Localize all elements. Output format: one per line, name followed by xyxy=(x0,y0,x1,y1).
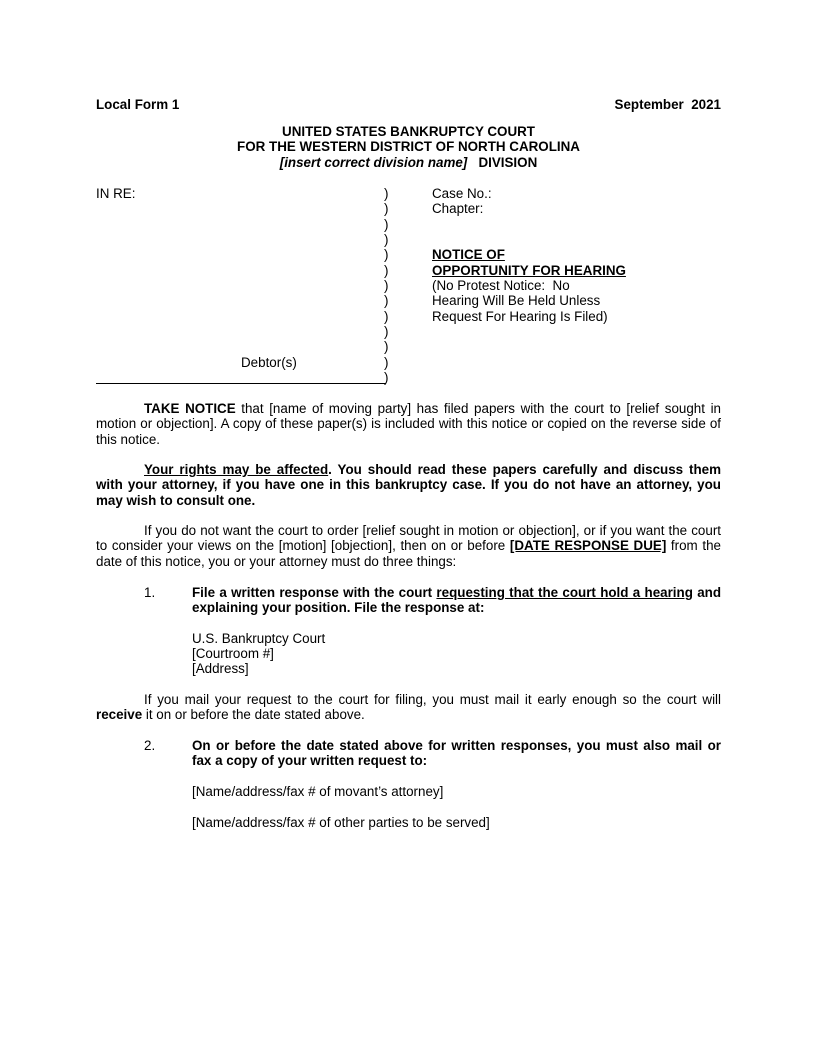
caption-paren: ) xyxy=(384,186,389,201)
instructions-text-before: If you do not want the court to order [relief sought in motion or objection], or if you want the court to consider your views on the [motion] [objection], then on or before xyxy=(96,523,721,554)
item-1-number: 1. xyxy=(144,585,156,600)
notice-subtitle-line3: Request For Hearing Is Filed) xyxy=(432,309,608,324)
court-district: FOR THE WESTERN DISTRICT OF NORTH CAROLINA xyxy=(237,139,580,154)
movant-attorney-line: [Name/address/fax # of movant’s attorney] xyxy=(192,784,444,799)
court-address-line3: [Address] xyxy=(192,661,249,676)
caption-paren: ) xyxy=(384,324,389,339)
item-1-hearing-request: requesting that the court hold a hearing xyxy=(436,585,693,600)
caption-paren: ) xyxy=(384,370,389,385)
division-word: DIVISION xyxy=(478,155,538,170)
case-number-label: Case No.: xyxy=(432,186,492,201)
item-1-text-a: File a written response with the court xyxy=(192,585,437,600)
instructions-paragraph xyxy=(96,523,721,569)
take-notice-lead: TAKE NOTICE xyxy=(144,401,236,416)
court-address-line2: [Courtroom #] xyxy=(192,646,274,661)
caption-paren: ) xyxy=(384,278,389,293)
caption-paren: ) xyxy=(384,217,389,232)
court-address-line1: U.S. Bankruptcy Court xyxy=(192,631,326,646)
rights-paragraph xyxy=(96,462,721,508)
item-1-text-b: and explaining your position. File the response at: xyxy=(192,585,722,616)
receive-word: receive xyxy=(96,707,143,723)
caption-paren: ) xyxy=(384,201,389,216)
caption-rule xyxy=(96,383,386,384)
instructions-text-after: from the date of this notice, you or your attorney must do three things: xyxy=(96,538,721,569)
caption-paren: ) xyxy=(384,263,389,278)
caption-paren: ) xyxy=(384,339,389,354)
notice-title-line1: NOTICE OF xyxy=(432,247,505,262)
caption-paren: ) xyxy=(384,247,389,262)
form-date: September 2021 xyxy=(614,97,721,112)
court-division xyxy=(96,155,721,170)
document-page xyxy=(96,0,721,1056)
mail-text-before: If you mail your request to the court for filing, you must mail it early enough so the court will xyxy=(144,692,721,707)
take-notice-paragraph xyxy=(96,401,721,447)
notice-subtitle-line2: Hearing Will Be Held Unless xyxy=(432,293,601,308)
notice-subtitle-line1: (No Protest Notice: No xyxy=(432,278,570,293)
in-re-label: IN RE: xyxy=(96,186,136,201)
notice-title-line2: OPPORTUNITY FOR HEARING xyxy=(432,263,626,278)
date-response-due: [DATE RESPONSE DUE] xyxy=(509,538,667,554)
caption-paren: ) xyxy=(384,355,389,370)
court-name: UNITED STATES BANKRUPTCY COURT xyxy=(282,124,535,139)
debtor-label: Debtor(s) xyxy=(241,355,297,370)
form-label: Local Form 1 xyxy=(96,97,180,112)
caption-paren: ) xyxy=(384,293,389,308)
rights-lead: Your rights may be affected xyxy=(144,462,329,477)
item-2-text: On or before the date stated above for written responses, you must also mail or fax a copy of your written request to: xyxy=(192,738,721,769)
caption-paren: ) xyxy=(384,309,389,324)
division-placeholder: [insert correct division name] xyxy=(279,155,468,170)
item-2-number: 2. xyxy=(144,738,156,753)
rights-text: . You should read these papers carefully and discuss them with your attorney, if you have one in this bankruptcy case. If you do not have an attorney, you may wish to consult one. xyxy=(96,462,721,508)
take-notice-text: that [name of moving party] has filed papers with the court to [relief sought in motion or objection]. A copy of these paper(s) is included with this notice or copied on the reverse side of this notice. xyxy=(96,401,722,447)
caption-paren: ) xyxy=(384,232,389,247)
other-parties-line: [Name/address/fax # of other parties to be served] xyxy=(192,815,490,830)
chapter-label: Chapter: xyxy=(432,201,484,216)
item-1-text xyxy=(192,585,721,616)
mail-text-after: it on or before the date stated above. xyxy=(142,707,365,723)
mail-paragraph xyxy=(96,692,721,723)
